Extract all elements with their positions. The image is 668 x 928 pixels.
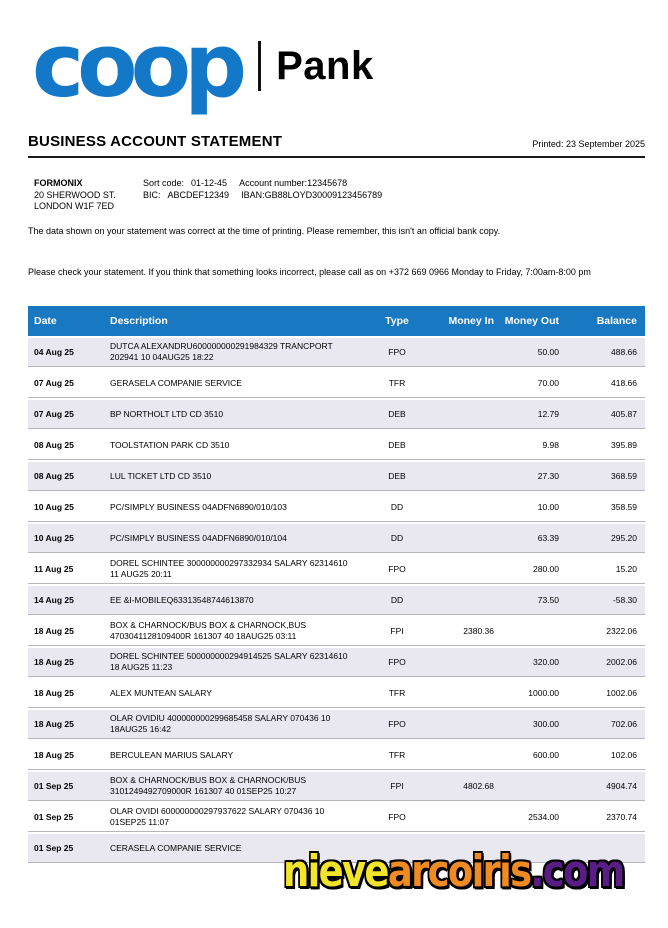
account-holder-block xyxy=(34,178,143,213)
cell-description: PC/SIMPLY BUSINESS 04ADFN6890/010/104 xyxy=(110,532,287,543)
column-header-balance: Balance xyxy=(596,315,637,327)
watermark-part-3: .com xyxy=(530,846,624,897)
cell-description: CERASELA COMPANIE SERVICE xyxy=(110,842,242,853)
cell-description: BP NORTHOLT LTD CD 3510 xyxy=(110,408,224,419)
cell-money-out: 70.00 xyxy=(537,378,559,388)
cell-money-out: 280.00 xyxy=(533,564,559,574)
cell-description: TOOLSTATION PARK CD 3510 xyxy=(110,439,230,450)
iban-value: GB88LOYD30009123456789 xyxy=(264,189,383,200)
cell-money-in: 2380.36 xyxy=(463,626,494,636)
table-row xyxy=(28,431,645,460)
cell-date: 08 Aug 25 xyxy=(34,471,74,481)
cell-type: FPI xyxy=(390,781,404,791)
cell-description: OLAR OVIDIU 400000000299685458 SALARY 070436 10 18AUG25 16:42 xyxy=(110,713,331,734)
cell-balance: 405.87 xyxy=(611,409,637,419)
cell-balance: 358.59 xyxy=(611,502,637,512)
cell-balance: 4904.74 xyxy=(606,781,637,791)
column-header-date: Date xyxy=(34,315,57,327)
cell-money-in: 4802.68 xyxy=(463,781,494,791)
cell-balance: 368.59 xyxy=(611,471,637,481)
cell-type: DD xyxy=(390,533,404,543)
cell-balance: 395.89 xyxy=(611,440,637,450)
table-row xyxy=(28,617,645,646)
cell-money-out: 9.98 xyxy=(542,440,559,450)
watermark-part-2: arcoiris xyxy=(387,846,531,897)
cell-money-out: 1000.00 xyxy=(528,688,559,698)
table-row xyxy=(28,555,645,584)
cell-money-out: 320.00 xyxy=(533,657,559,667)
cell-money-out: 50.00 xyxy=(537,347,559,357)
site-watermark xyxy=(283,846,624,897)
cell-date: 08 Aug 25 xyxy=(34,440,74,450)
cell-balance: 2002.06 xyxy=(606,657,637,667)
cell-type: DEB xyxy=(388,440,406,450)
cell-date: 18 Aug 25 xyxy=(34,688,74,698)
cell-type: DEB xyxy=(388,409,406,419)
bic-iban-line xyxy=(143,190,382,202)
cell-balance: 488.66 xyxy=(611,347,637,357)
bank-name: Pank xyxy=(276,43,374,88)
table-body xyxy=(28,338,645,863)
cell-type: DD xyxy=(390,502,404,512)
table-row xyxy=(28,741,645,770)
cell-date: 18 Aug 25 xyxy=(34,626,74,636)
cell-balance: 1002.06 xyxy=(606,688,637,698)
cell-money-out: 63.39 xyxy=(537,533,559,543)
bic-label: BIC: xyxy=(143,189,161,200)
cell-date: 01 Sep 25 xyxy=(34,812,74,822)
cell-date: 01 Sep 25 xyxy=(34,781,74,791)
cell-type: FPO xyxy=(388,719,406,729)
cell-money-out: 2534.00 xyxy=(528,812,559,822)
cell-date: 11 Aug 25 xyxy=(34,564,74,574)
cell-type: TFR xyxy=(388,688,406,698)
cell-date: 04 Aug 25 xyxy=(34,347,74,357)
sort-code-line xyxy=(143,178,382,190)
cell-description: DOREL SCHINTEE 500000000294914525 SALARY 62314610 18 AUG25 11:23 xyxy=(110,651,348,672)
column-header-type: Type xyxy=(385,315,409,327)
logo-divider-line xyxy=(258,41,261,91)
cell-balance: -58.30 xyxy=(612,595,637,605)
cell-money-out: 73.50 xyxy=(537,595,559,605)
cell-balance: 295.20 xyxy=(611,533,637,543)
watermark-part-1: nieve xyxy=(283,846,388,897)
cell-type: DEB xyxy=(388,471,406,481)
cell-description: LUL TICKET LTD CD 3510 xyxy=(110,470,212,481)
cell-date: 18 Aug 25 xyxy=(34,750,74,760)
table-row xyxy=(28,493,645,522)
cell-balance: 102.06 xyxy=(611,750,637,760)
cell-description: BOX & CHARNOCK/BUS BOX & CHARNOCK/BUS 3101249492709000R 161307 40 01SEP25 10:27 xyxy=(110,775,307,796)
cell-type: DD xyxy=(390,595,404,605)
account-info xyxy=(34,178,382,213)
cell-date: 14 Aug 25 xyxy=(34,595,74,605)
cell-balance: 418.66 xyxy=(611,378,637,388)
cell-balance: 15.20 xyxy=(615,564,637,574)
cell-date: 18 Aug 25 xyxy=(34,657,74,667)
cell-money-out: 600.00 xyxy=(533,750,559,760)
bic-value: ABCDEF12349 xyxy=(167,189,230,200)
cell-type: FPO xyxy=(388,812,406,822)
account-number-label: Account number: xyxy=(239,178,308,188)
table-row xyxy=(28,648,645,677)
cell-description: BERCULEAN MARIUS SALARY xyxy=(110,749,234,760)
table-row xyxy=(28,400,645,429)
table-row xyxy=(28,679,645,708)
sort-code-label: Sort code: xyxy=(143,178,185,188)
cell-balance: 702.06 xyxy=(611,719,637,729)
cell-type: FPO xyxy=(388,657,406,667)
cell-description: ALEX MUNTEAN SALARY xyxy=(110,687,212,698)
cell-balance: 2322.06 xyxy=(606,626,637,636)
cell-type: TFR xyxy=(388,750,406,760)
table-row xyxy=(28,338,645,367)
iban-label: IBAN: xyxy=(241,189,265,200)
cell-description: BOX & CHARNOCK/BUS BOX & CHARNOCK,BUS 4703041128109400R 161307 40 18AUG25 03:11 xyxy=(110,620,307,641)
cell-date: 01 Sep 25 xyxy=(34,843,74,853)
cell-money-out: 12.79 xyxy=(537,409,559,419)
brand-header xyxy=(32,16,374,116)
cell-balance: 2370.74 xyxy=(606,812,637,822)
sort-code-value: 01-12-45 xyxy=(191,178,228,188)
statement-title-bar xyxy=(28,133,645,158)
cell-description: OLAR OVIDI 600000000297937622 SALARY 070436 10 01SEP25 11:07 xyxy=(110,806,325,827)
cell-description: DOREL SCHINTEE 300000000297332934 SALARY 62314610 11 AUG25 20:11 xyxy=(110,558,348,579)
column-header-money-in: Money In xyxy=(448,315,494,327)
cell-date: 07 Aug 25 xyxy=(34,409,74,419)
contact-text: Please check your statement. If you think that something looks incorrect, please call as on +372 669 0966 Monday to Friday, 7:00am-8:00 pm xyxy=(28,267,591,277)
table-row xyxy=(28,772,645,801)
column-header-description: Description xyxy=(110,315,168,327)
table-row xyxy=(28,586,645,615)
cell-description: PC/SIMPLY BUSINESS 04ADFN6890/010/103 xyxy=(110,501,287,512)
cell-date: 10 Aug 25 xyxy=(34,533,74,543)
page-title: BUSINESS ACCOUNT STATEMENT xyxy=(28,133,283,150)
cell-type: FPI xyxy=(390,626,404,636)
cell-money-out: 300.00 xyxy=(533,719,559,729)
account-numbers-block xyxy=(143,178,382,213)
table-row xyxy=(28,803,645,832)
table-row xyxy=(28,369,645,398)
cell-money-out: 10.00 xyxy=(537,502,559,512)
cell-type: FPO xyxy=(388,564,406,574)
table-row xyxy=(28,524,645,553)
address-line-2: LONDON W1F 7ED xyxy=(34,201,115,211)
account-holder-name: FORMONIX xyxy=(34,178,83,188)
cell-type: FPO xyxy=(388,347,406,357)
column-header-money-out: Money Out xyxy=(504,315,559,327)
cell-description: DUTCA ALEXANDRU600000000291984329 TRANCPORT 202941 10 04AUG25 18:22 xyxy=(110,341,333,362)
account-number-value: 12345678 xyxy=(307,178,348,188)
bank-name-block xyxy=(258,16,374,116)
coop-logo: coop xyxy=(32,14,241,117)
table-row xyxy=(28,710,645,739)
cell-description: GERASELA COMPANIE SERVICE xyxy=(110,377,242,388)
cell-date: 18 Aug 25 xyxy=(34,719,74,729)
cell-type: TFR xyxy=(388,378,406,388)
address-line-1: 20 SHERWOOD ST. xyxy=(34,189,116,200)
transactions-table xyxy=(28,306,645,865)
table-header xyxy=(28,306,645,336)
cell-money-out: 27.30 xyxy=(537,471,559,481)
cell-date: 07 Aug 25 xyxy=(34,378,74,388)
table-row xyxy=(28,462,645,491)
cell-date: 10 Aug 25 xyxy=(34,502,74,512)
disclaimer-text: The data shown on your statement was correct at the time of printing. Please remember, this isn't an official bank copy. xyxy=(28,226,501,236)
printed-date: Printed: 23 September 2025 xyxy=(532,139,645,149)
cell-description: EE &I-MOBILEQ63313548744613870 xyxy=(110,594,254,605)
